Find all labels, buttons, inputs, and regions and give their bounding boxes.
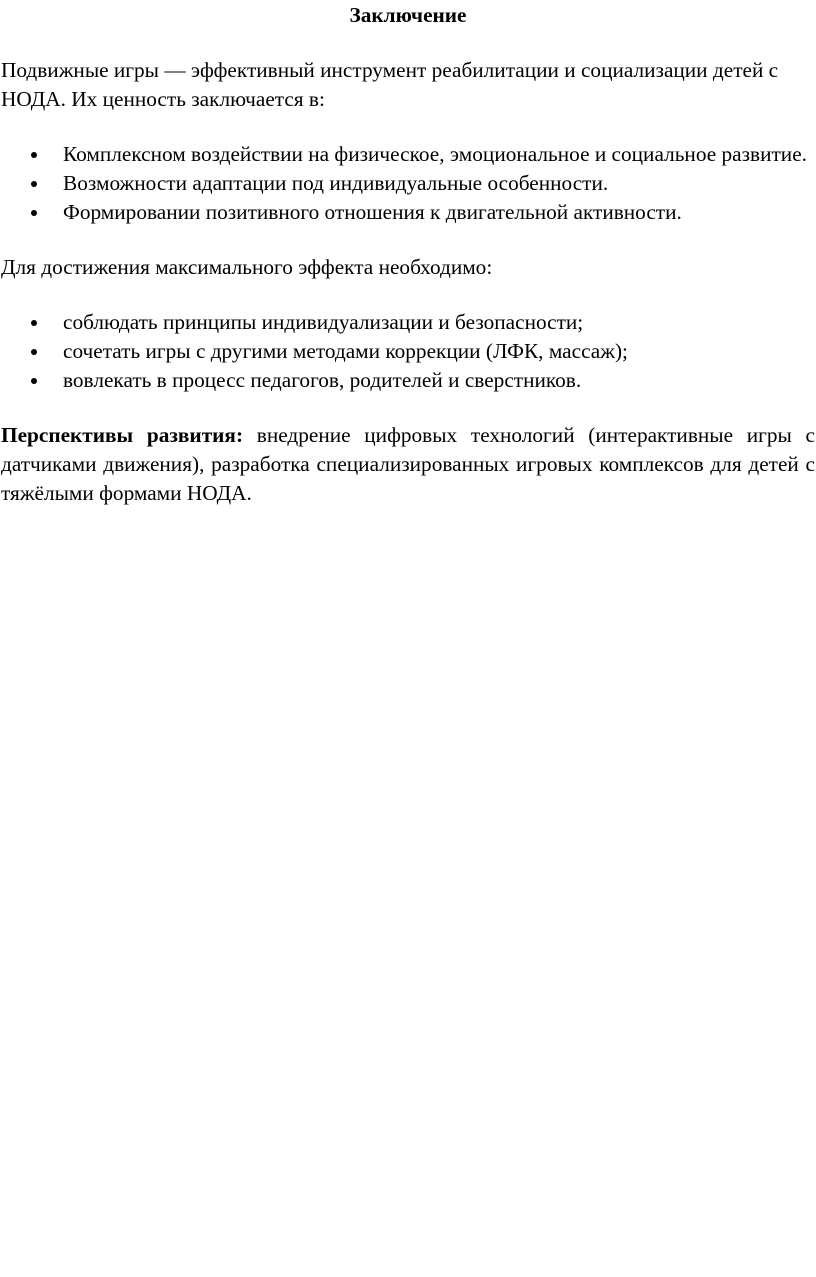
list-item [1, 308, 815, 337]
bullet-icon [31, 378, 37, 384]
list-item [1, 198, 815, 227]
bullet-icon [31, 210, 37, 216]
list-item-text: Комплексном воздействии на физическое, эмоциональное и социальное развитие. [63, 142, 807, 166]
page-title: Заключение [349, 3, 467, 27]
need-heading: Для достижения максимального эффекта необходимо: [1, 255, 493, 279]
perspectives-paragraph [1, 421, 815, 508]
value-list [1, 140, 815, 227]
list-item-text: соблюдать принципы индивидуализации и безопасности; [63, 310, 584, 334]
list-item-text: Возможности адаптации под индивидуальные особенности. [63, 171, 609, 195]
need-list [1, 308, 815, 395]
intro-paragraph: Подвижные игры — эффективный инструмент реабилитации и социализации детей с НОДА. Их ценность заключается в: [1, 58, 779, 111]
list-item [1, 337, 815, 366]
document-page [0, 0, 816, 508]
bullet-icon [31, 152, 37, 158]
list-item [1, 140, 815, 169]
list-item-text: Формировании позитивного отношения к двигательной активности. [63, 200, 682, 224]
perspectives-label: Перспективы развития: [1, 423, 244, 447]
bullet-icon [31, 320, 37, 326]
bullet-icon [31, 349, 37, 355]
list-item [1, 366, 815, 395]
bullet-icon [31, 181, 37, 187]
list-item-text: сочетать игры с другими методами коррекции (ЛФК, массаж); [63, 339, 628, 363]
perspectives-text: внедрение цифровых технологий (интерактивные игры с датчиками движения), разработка специализированных игровых комплексов для детей с тяжёлыми формами НОДА. [1, 423, 815, 505]
list-item [1, 169, 815, 198]
list-item-text: вовлекать в процесс педагогов, родителей и сверстников. [63, 368, 582, 392]
